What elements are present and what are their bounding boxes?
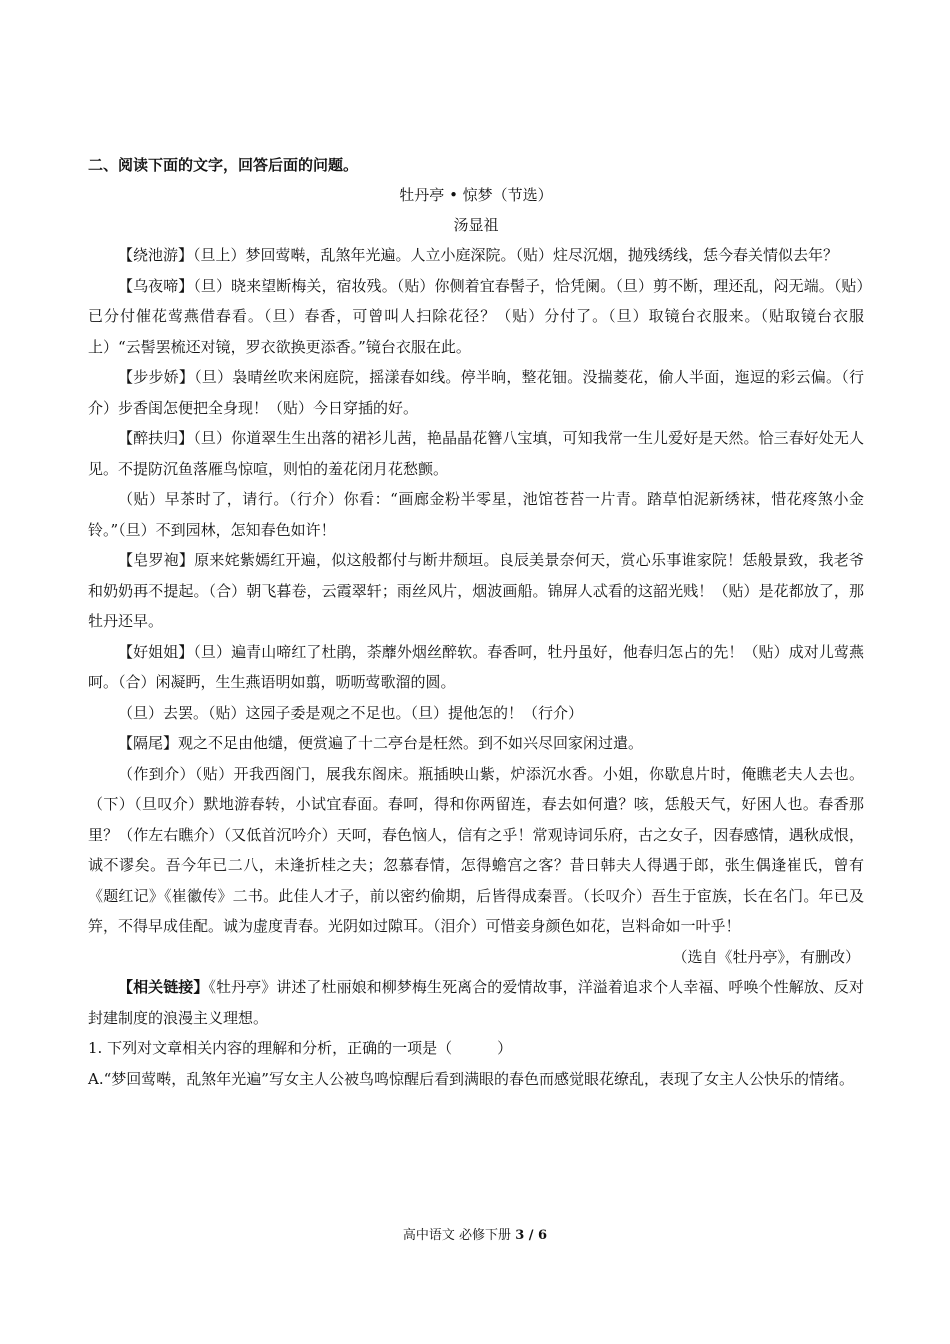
question-option-a: A.“梦回莺啭，乱煞年光遍”写女主人公被鸟鸣惊醒后看到满眼的春色而感觉眼花缭乱，表现了女主人公快乐的情绪。 <box>88 1069 854 1088</box>
paragraph <box>88 637 864 698</box>
paragraph-text: 原来姹紫嫣红开遍，似这般都付与断井颓垣。良辰美景奈何天，赏心乐事谁家院！恁般景致，我老爷和奶奶再不提起。（合）朝飞暮卷，云霞翠轩；雨丝风片，烟波画船。锦屏人忒看的这韶光贱！（贴）是花都放了，那牡丹还早。 <box>88 551 864 630</box>
tune-label: 【醉扶归】 <box>118 429 194 447</box>
tune-label: 【步步娇】 <box>118 368 195 386</box>
paragraph <box>88 759 864 942</box>
question-stem: 1. 下列对文章相关内容的理解和分析，正确的一项是（ ） <box>88 1039 513 1057</box>
paragraph-text: （贴）早茶时了，请行。（行介）你看：“画廊金粉半零星，池馆苍苔一片青。踏草怕泥新绣袜，惜花疼煞小金铃。”（旦）不到园林，怎知春色如许！ <box>88 490 864 539</box>
paragraph <box>88 362 864 423</box>
paragraph <box>88 271 864 363</box>
paragraph-text: （旦）你道翠生生出落的裙衫儿茜，艳晶晶花簪八宝填，可知我常一生儿爱好是天然。恰三春好处无人见。不提防沉鱼落雁鸟惊喧，则怕的羞花闭月花愁颤。 <box>88 429 864 478</box>
link-label: 【相关链接】 <box>118 978 209 996</box>
paragraph <box>88 698 864 729</box>
source-note: （选自《牡丹亭》，有删改） <box>672 947 860 966</box>
paragraph <box>88 545 864 637</box>
paragraph <box>88 423 864 484</box>
paragraph-text: （旦）去罢。（贴）这园子委是观之不足也。（旦）提他怎的！（行介） <box>118 703 584 722</box>
paragraph-text: （旦上）梦回莺啭，乱煞年光遍。人立小庭深院。（贴）炷尽沉烟，抛残绣线，恁今春关情似去年？ <box>193 246 839 264</box>
paragraph-text: （旦）遍青山啼红了杜鹃，荼蘼外烟丝醉软。春香呵，牡丹虽好，他春归怎占的先！（贴）成对儿莺燕呵。（合）闲凝眄，生生燕语明如翦，呖呖莺歌溜的圆。 <box>88 642 864 691</box>
paragraph-text: （旦）袅晴丝吹来闲庭院，摇漾春如线。停半晌，整花钿。没揣菱花，偷人半面，迤逗的彩云偏。（行介）步香闺怎便把全身现！（贴）今日穿插的好。 <box>88 368 864 417</box>
section-title: 二、阅读下面的文字，回答后面的问题。 <box>88 156 359 174</box>
tune-label: 【隔尾】 <box>118 734 179 752</box>
author: 汤显祖 <box>453 216 499 234</box>
page-number: 3 / 6 <box>515 1228 548 1243</box>
page-footer <box>0 1226 950 1246</box>
document-body <box>88 150 864 1094</box>
footer-text: 高中语文 必修下册 <box>402 1228 516 1243</box>
paragraph-text: （旦）晓来望断梅关，宿妆残。（贴）你侧着宜春髻子，恰凭阑。（旦）剪不断，理还乱，闷无端。（贴）已分付催花莺燕借春看。（旦）春香，可曾叫人扫除花径？（贴）分付了。（旦）取镜台衣服来。（贴取镜台衣服上）“云髻罢梳还对镜，罗衣欲换更添香。”镜台衣服在此。 <box>88 276 864 356</box>
tune-label: 【乌夜啼】 <box>118 276 194 295</box>
paragraph-text: （作到介）（贴）开我西阁门，展我东阁床。瓶插映山紫，炉添沉水香。小姐，你歇息片时，俺瞧老夫人去也。（下）（旦叹介）默地游春转，小试宜春面。春呵，得和你两留连，春去如何遣？咳，恁般天气，好困人也。春香那里？（作左右瞧介）（又低首沉吟介）天呵，春色恼人，信有之乎！常观诗词乐府，古之女子，因春感情，遇秋成恨，诚不谬矣。吾今年已二八，未逢折桂之夫；忽慕春情，怎得蟾宫之客？昔日韩夫人得遇于郎，张生偶逢崔氏，曾有《题红记》《崔徽传》二书。此佳人才子，前以密约偷期，后皆得成秦晋。（长叹介）吾生于宦族，长在名门。年已及笄，不得早成佳配。诚为虚度青春。光阴如过隙耳。（泪介）可惜妾身颜色如花，岂料命如一叶乎！ <box>88 764 864 935</box>
work-title: 牡丹亭 • 惊梦（节选） <box>399 186 553 204</box>
paragraph <box>88 728 864 759</box>
paragraph <box>88 484 864 545</box>
tune-label: 【绕池游】 <box>118 246 194 264</box>
link-text: 《牡丹亭》讲述了杜丽娘和柳梦梅生死离合的爱情故事，洋溢着追求个人幸福、呼唤个性解放、反对封建制度的浪漫主义理想。 <box>88 978 864 1027</box>
paragraph <box>88 240 864 271</box>
tune-label: 【皂罗袍】 <box>118 551 195 569</box>
related-link <box>88 972 864 1033</box>
paragraph-text: 观之不足由他缱，便赏遍了十二亭台是枉然。到不如兴尽回家闲过遣。 <box>178 734 644 752</box>
tune-label: 【好姐姐】 <box>118 642 194 661</box>
